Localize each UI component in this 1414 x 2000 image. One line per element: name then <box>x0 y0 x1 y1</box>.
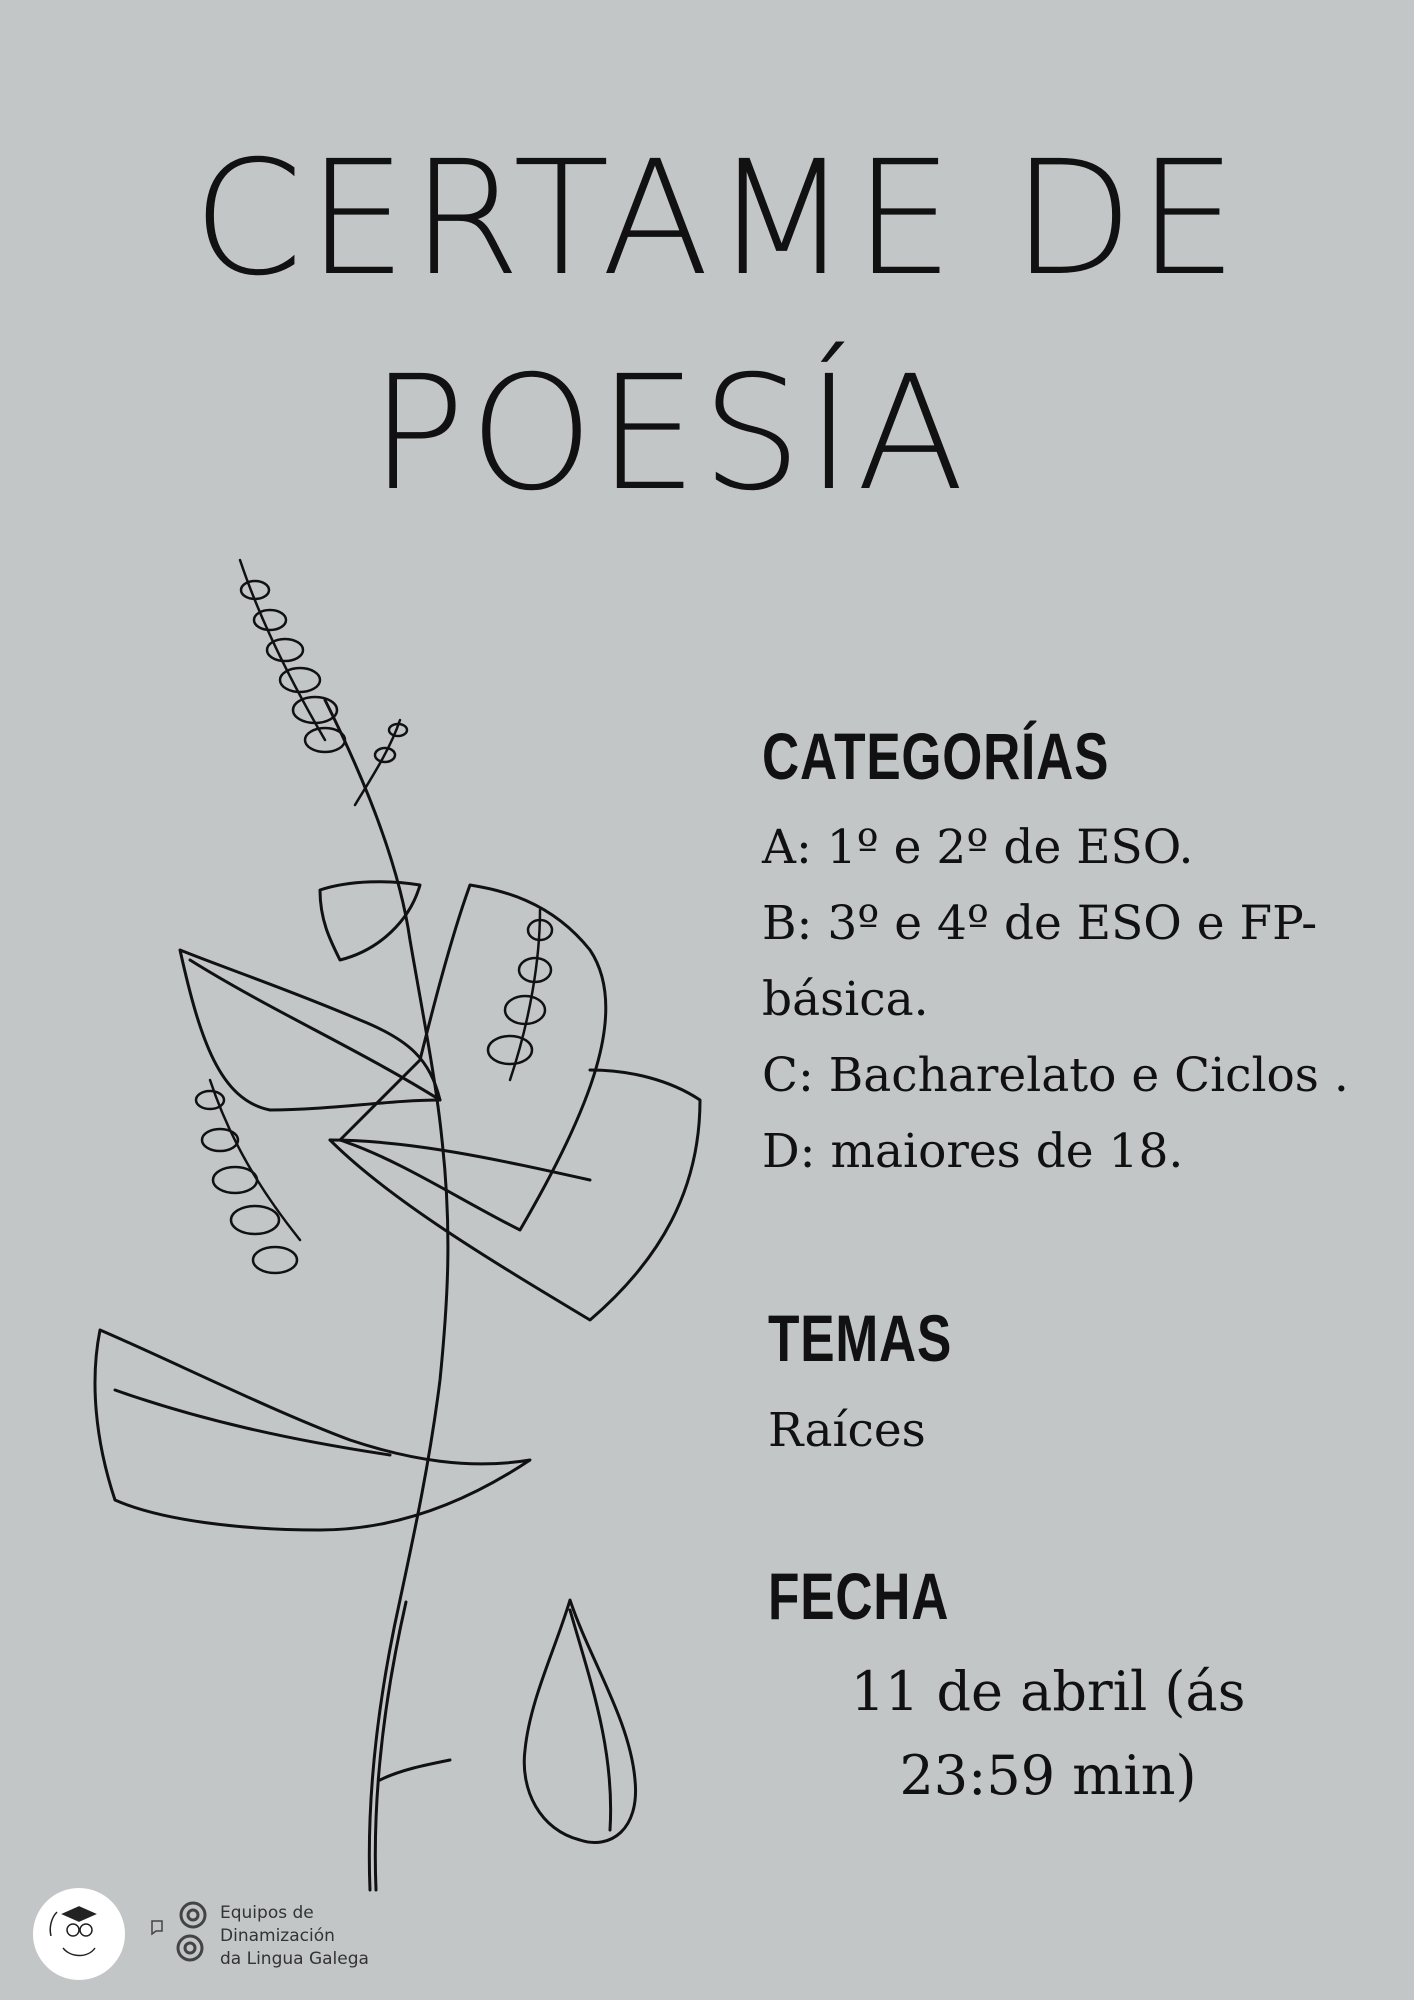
categoria-line: C: Bacharelato e Ciclos . <box>762 1048 1349 1103</box>
org-name-line: Dinamización <box>220 1926 335 1946</box>
fecha-value: 11 de abril (ás 23:59 min) <box>850 1660 1246 1807</box>
categorias-list <box>762 810 1349 1190</box>
categorias-heading: CATEGORÍAS <box>762 719 1110 793</box>
temas-heading: TEMAS <box>768 1301 953 1375</box>
org-name-line: da Lingua Galega <box>220 1949 369 1969</box>
org-name <box>220 1902 369 1971</box>
categoria-line: básica. <box>762 972 929 1027</box>
categoria-line: D: maiores de 18. <box>762 1124 1184 1179</box>
page-title-line-2: POESÍA <box>370 342 969 526</box>
categoria-line: A: 1º e 2º de ESO. <box>762 820 1194 875</box>
categoria-line: B: 3º e 4º de ESO e FP- <box>762 896 1318 951</box>
org-name-line: Equipos de <box>220 1903 314 1923</box>
fecha-heading: FECHA <box>768 1559 950 1633</box>
plant-illustration <box>70 540 730 1910</box>
page-title-line-1: CERTAME DE <box>192 127 1242 311</box>
school-logo <box>33 1888 125 1980</box>
temas-value: Raíces <box>768 1403 926 1458</box>
gear-logo <box>150 1893 220 1973</box>
